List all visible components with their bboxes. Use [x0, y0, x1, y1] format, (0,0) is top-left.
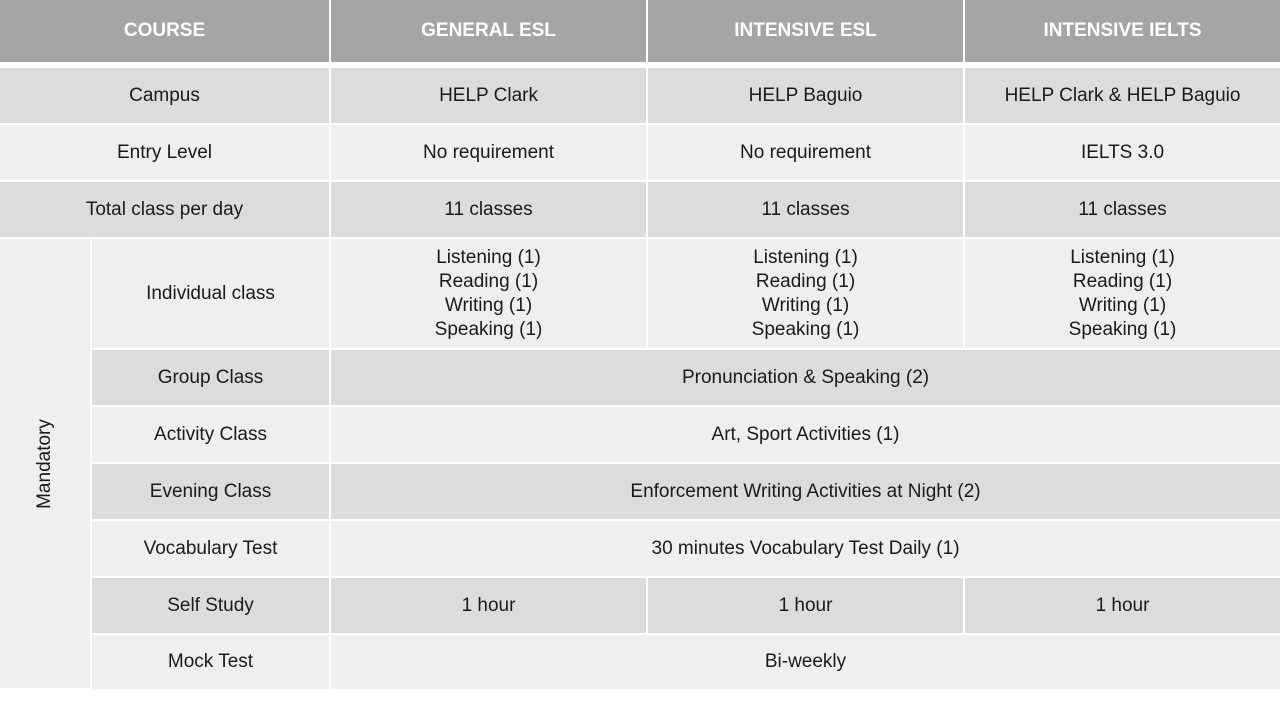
individual-class-label: Individual class: [91, 238, 330, 349]
total-class-intensive-ielts: 11 classes: [964, 181, 1280, 238]
total-class-label: Total class per day: [0, 181, 330, 238]
entry-level-row: [0, 124, 1280, 181]
list-item: Speaking (1): [751, 318, 860, 340]
campus-intensive-esl: HELP Baguio: [647, 65, 964, 124]
mandatory-label: Mandatory: [34, 418, 55, 509]
vocabulary-test-label: Vocabulary Test: [91, 520, 330, 577]
total-class-row: [0, 181, 1280, 238]
list-item: Reading (1): [438, 270, 539, 292]
campus-general-esl: HELP Clark: [330, 65, 647, 124]
mock-test-label: Mock Test: [91, 634, 330, 689]
entry-level-label: Entry Level: [0, 124, 330, 181]
vocabulary-test-value: 30 minutes Vocabulary Test Daily (1): [330, 520, 1280, 577]
group-class-value: Pronunciation & Speaking (2): [330, 349, 1280, 406]
individual-class-intensive-esl: [647, 238, 964, 349]
header-row: [0, 0, 1280, 65]
entry-level-general-esl: No requirement: [330, 124, 647, 181]
list-item: Listening (1): [1070, 246, 1175, 268]
header-intensive-ielts: INTENSIVE IELTS: [964, 0, 1280, 65]
list-item: Writing (1): [761, 294, 850, 316]
individual-class-general-esl: [330, 238, 647, 349]
self-study-general-esl: 1 hour: [330, 577, 647, 634]
group-class-row: [0, 349, 1280, 406]
header-intensive-esl: INTENSIVE ESL: [647, 0, 964, 65]
self-study-intensive-ielts: 1 hour: [964, 577, 1280, 634]
group-class-label: Group Class: [91, 349, 330, 406]
list-item: Writing (1): [1078, 294, 1167, 316]
mock-test-value: Bi-weekly: [330, 634, 1280, 689]
activity-class-label: Activity Class: [91, 406, 330, 463]
self-study-intensive-esl: 1 hour: [647, 577, 964, 634]
individual-class-intensive-ielts: [964, 238, 1280, 349]
campus-label: Campus: [0, 65, 330, 124]
total-class-general-esl: 11 classes: [330, 181, 647, 238]
self-study-label: Self Study: [91, 577, 330, 634]
total-class-intensive-esl: 11 classes: [647, 181, 964, 238]
entry-level-intensive-esl: No requirement: [647, 124, 964, 181]
evening-class-value: Enforcement Writing Activities at Night (2): [330, 463, 1280, 520]
header-general-esl: GENERAL ESL: [330, 0, 647, 65]
list-item: Writing (1): [444, 294, 533, 316]
list-item: Speaking (1): [1068, 318, 1177, 340]
evening-class-row: [0, 463, 1280, 520]
activity-class-row: [0, 406, 1280, 463]
list-item: Speaking (1): [434, 318, 543, 340]
header-course: COURSE: [0, 0, 330, 65]
list-item: Listening (1): [436, 246, 541, 268]
entry-level-intensive-ielts: IELTS 3.0: [964, 124, 1280, 181]
self-study-row: [0, 577, 1280, 634]
evening-class-label: Evening Class: [91, 463, 330, 520]
vocabulary-test-row: [0, 520, 1280, 577]
list-item: Reading (1): [755, 270, 856, 292]
activity-class-value: Art, Sport Activities (1): [330, 406, 1280, 463]
campus-row: [0, 65, 1280, 124]
mandatory-label-cell: [0, 238, 91, 689]
list-item: Reading (1): [1072, 270, 1173, 292]
campus-intensive-ielts: HELP Clark & HELP Baguio: [964, 65, 1280, 124]
list-item: Listening (1): [753, 246, 858, 268]
mock-test-row: [0, 634, 1280, 689]
individual-class-row: [0, 238, 1280, 349]
